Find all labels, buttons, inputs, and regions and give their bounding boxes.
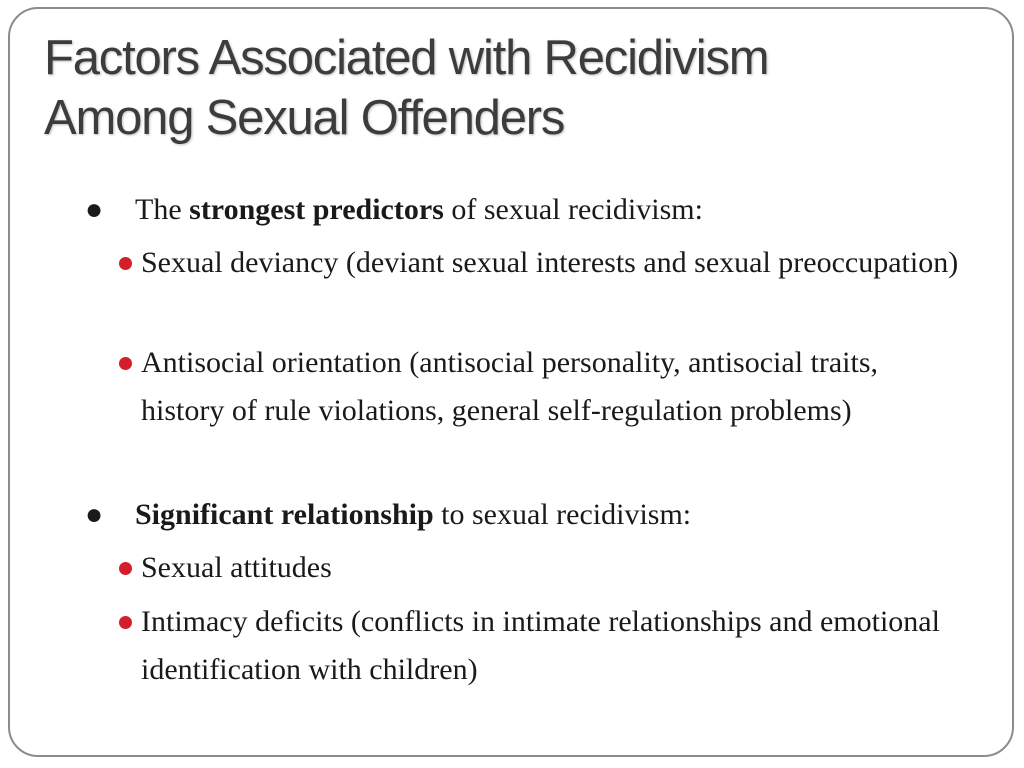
- sub-bullet-dot: [119, 562, 132, 575]
- bullet-text-bold: Significant relationship: [135, 498, 434, 531]
- sub-bullet-dot: [119, 616, 132, 629]
- sub-bullet-text: Sexual deviancy (deviant sexual interests and sexual preoccupation): [141, 246, 959, 279]
- sub-bullet-text: Sexual attitudes: [141, 551, 332, 584]
- bullet-strongest-predictors: [85, 186, 995, 234]
- bullet-text-pre: The: [135, 193, 190, 226]
- bullet-text-post: of sexual recidivism:: [443, 193, 703, 226]
- bullet-marker: ●: [85, 498, 104, 531]
- slide-title-line-1: Factors Associated with Recidivism: [44, 31, 769, 85]
- sub-bullet-text: Antisocial orientation (antisocial personality, antisocial traits, history of rule violations, general self-regulation problems): [141, 346, 879, 427]
- sub-bullet-antisocial-orientation: [141, 339, 961, 435]
- sub-bullet-intimacy-deficits: [141, 598, 961, 694]
- sub-bullet-text: Intimacy deficits (conflicts in intimate relationships and emotional identification with children): [141, 605, 940, 686]
- slide-title-line-2: Among Sexual Offenders: [44, 91, 565, 145]
- sub-bullet-sexual-deviancy: [141, 239, 961, 287]
- sub-bullet-dot: [119, 257, 132, 270]
- bullet-significant-relationship: [85, 491, 995, 539]
- sub-bullet-dot: [119, 357, 132, 370]
- bullet-marker: ●: [85, 193, 104, 226]
- bullet-text-post: to sexual recidivism:: [433, 498, 692, 531]
- bullet-text-bold: strongest predictors: [189, 193, 444, 226]
- sub-bullet-sexual-attitudes: [141, 544, 961, 592]
